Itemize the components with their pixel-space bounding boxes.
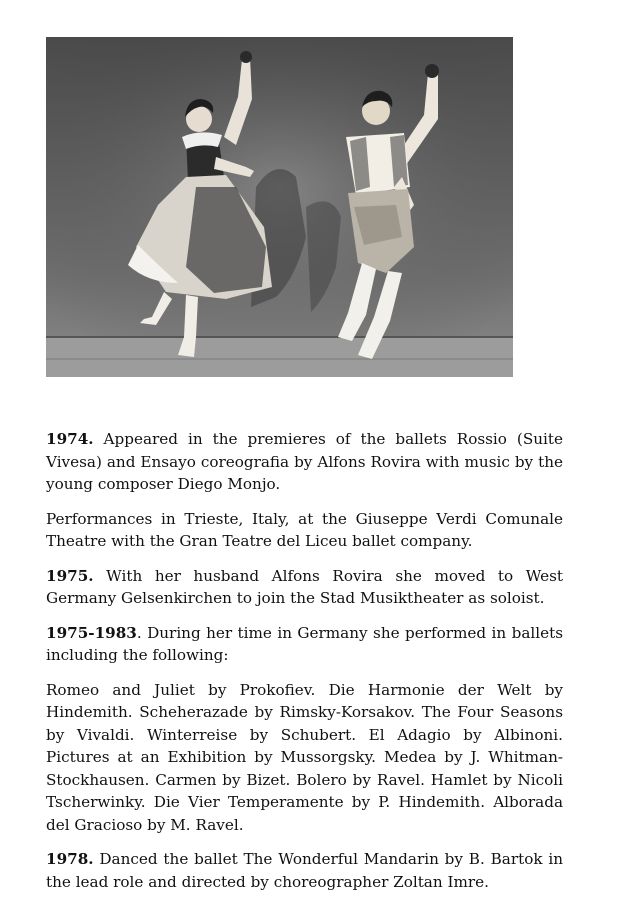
year-heading: 1974. [46,430,94,448]
paragraph-text: Appeared in the premieres of the ballets Rossio (Suite Vivesa) and Ensayo coreografia by Alfons Rovira with music by the young composer Diego Monjo. [46,430,563,493]
paragraph-text: With her husband Alfons Rovira she moved to West Germany Gelsenkirchen to join the Stad Musiktheater as soloist. [46,566,563,607]
paragraph-text: . During her time in Germany she performed in ballets including the following: [46,623,563,664]
paragraph-text: Performances in Trieste, Italy, at the Giuseppe Verdi Comunale Theatre with the Gran Teatre del Liceu ballet company. [46,509,563,550]
year-heading: 1978. [46,850,94,868]
year-heading: 1975. [46,566,94,585]
ballet-dancers-photo [46,37,513,377]
paragraph-ballet-list [46,679,563,837]
paragraph-text: Danced the ballet The Wonderful Mandarin by B. Bartok in the lead role and directed by choreographer Zoltan Imre. [46,850,563,891]
paragraph-1975 [46,565,563,610]
paragraph-text: Romeo and Juliet by Prokofiev. Die Harmonie der Welt by Hindemith. Scheherazade by Rimsky-Korsakov. The Four Seasons by Vivaldi. Winterreise by Schubert. El Adagio by Albinoni. Pictures at an Exhibition by Mussorgsky. Medea by J. Whitman-Stockhausen. Carmen by Bizet. Bolero by Ravel. Hamlet by Nicoli Tscherwinky. Die Vier Temperamente by P. Hindemith. Alborada del Gracioso by M. Ravel. [46,680,563,834]
paragraph-1975-1983 [46,622,563,667]
biography-text [46,428,563,905]
paragraph-trieste [46,508,563,553]
paragraph-1978 [46,848,563,893]
year-heading: 1975-1983 [46,623,137,642]
photo-illustration [46,37,513,377]
paragraph-1974 [46,428,563,496]
